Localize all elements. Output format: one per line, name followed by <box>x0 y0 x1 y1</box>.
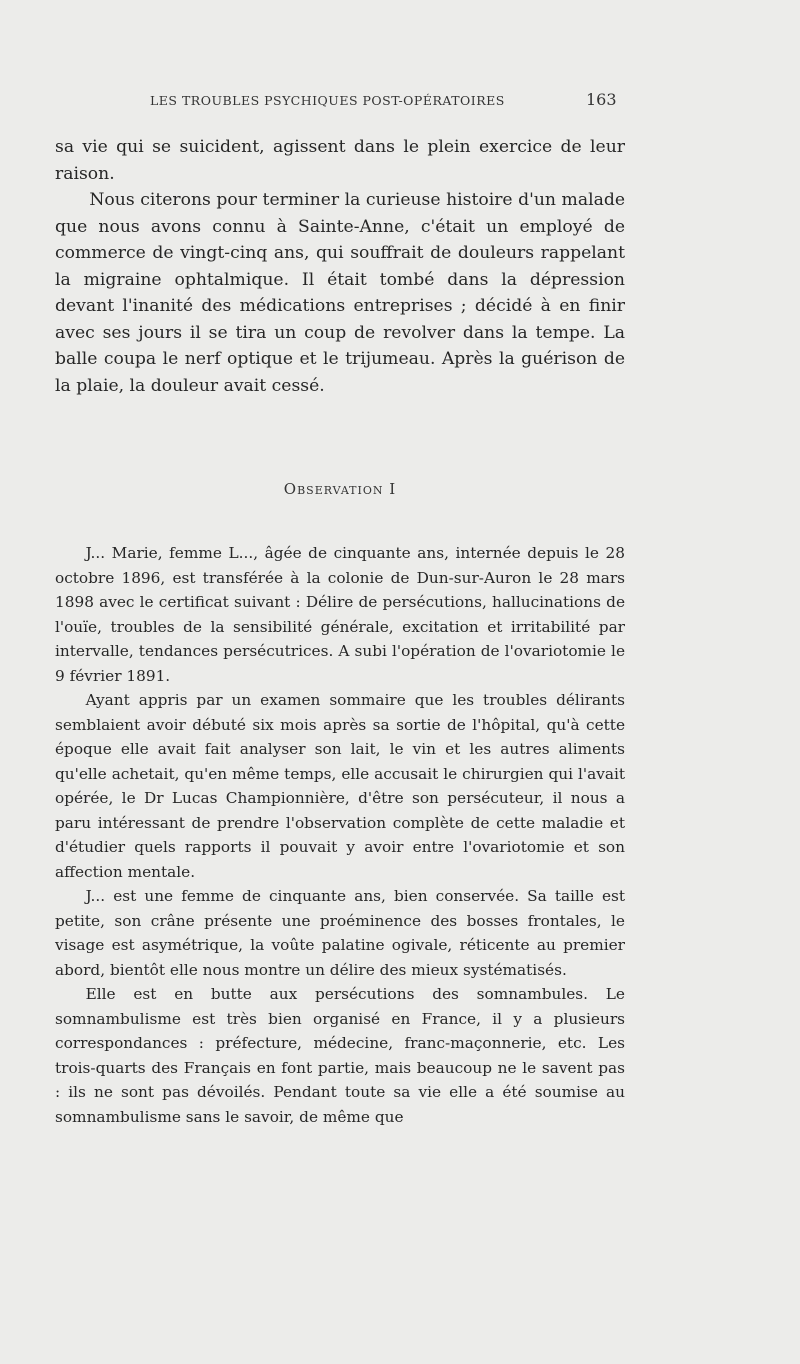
running-title: LES TROUBLES PSYCHIQUES POST-OPÉRATOIRES <box>150 93 505 108</box>
observation-text <box>55 541 625 1129</box>
observation-paragraph-4: Elle est en butte aux persécutions des somnambules. Le somnambulisme est très bien organisé en France, il y a plusieurs correspondances : préfecture, médecine, franc-maçonnerie, etc. Les trois-quarts des Français en font partie, mais beaucoup ne le savent pas : ils ne sont pas dévoilés. Pendant toute sa vie elle a été soumise au somnambulisme sans le savoir, de même que <box>55 985 625 1126</box>
observation-heading: Observation I <box>283 480 397 498</box>
observation-paragraph-2: Ayant appris par un examen sommaire que les troubles délirants semblaient avoir débuté six mois après sa sortie de l'hôpital, qu'à cette époque elle avait fait analyser son lait, le vin et les autres aliments qu'elle achetait, qu'en même temps, elle accusait le chirurgien qui l'avait opérée, le Dr Lucas Championnière, d'être son persécuteur, il nous a paru intéressant de prendre l'observation complète de cette maladie et d'étudier quels rapports il pouvait y avoir entre l'ovariotomie et son affection mentale. <box>55 691 625 881</box>
page-number: 163 <box>586 90 617 109</box>
paragraph-continued: sa vie qui se suicident, agissent dans le plein exercice de leur raison. <box>55 137 625 184</box>
observation-paragraph-1: J... Marie, femme L..., âgée de cinquante ans, internée depuis le 28 octobre 1896, est transférée à la colonie de Dun-sur-Auron le 28 mars 1898 avec le certificat suivant : Délire de persécutions, hallucinations de l'ouïe, troubles de la sensibilité générale, excitation et irritabilité par intervalle, tendances persécutrices. A subi l'opération de l'ovariotomie le 9 février 1891. <box>55 544 625 685</box>
body-text-upper <box>55 134 625 399</box>
observation-paragraph-3: J... est une femme de cinquante ans, bien conservée. Sa taille est petite, son crâne présente une proéminence des bosses frontales, le visage est asymétrique, la voûte palatine ogivale, réticente au premier abord, bientôt elle nous montre un délire des mieux systématisés. <box>55 887 625 979</box>
paragraph-suicide-case: Nous citerons pour terminer la curieuse histoire d'un malade que nous avons connu à Sainte-Anne, c'était un employé de commerce de vingt-cinq ans, qui souffrait de douleurs rappelant la migraine ophtalmique. Il était tombé dans la dépression devant l'inanité des médications entreprises ; décidé à en finir avec ses jours il se tira un coup de revolver dans la tempe. La balle coupa le nerf optique et le trijumeau. Après la guérison de la plaie, la douleur avait cessé. <box>55 190 625 396</box>
